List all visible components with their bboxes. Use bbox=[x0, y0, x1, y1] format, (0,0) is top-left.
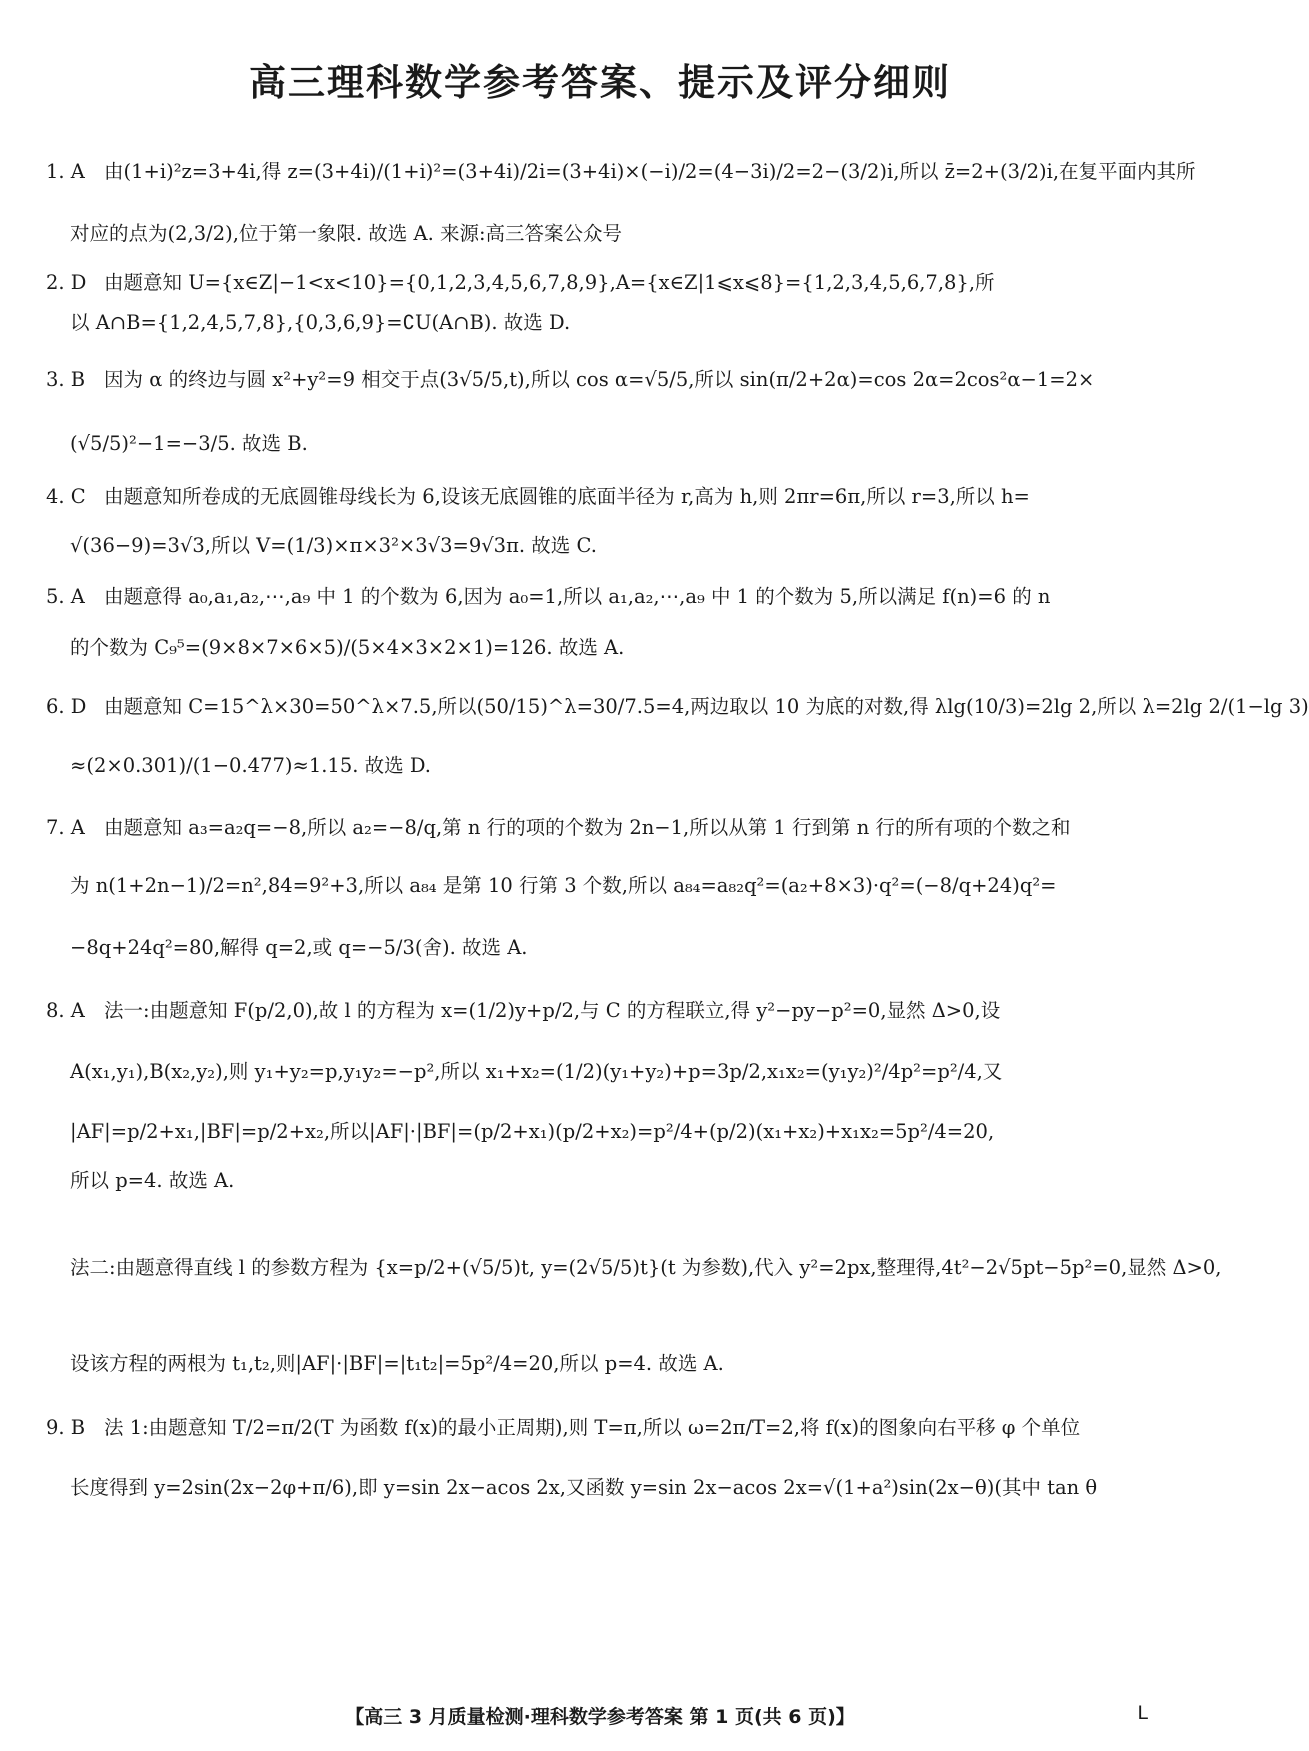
answer-number: 7. A bbox=[46, 816, 85, 839]
answer-number: 5. A bbox=[46, 585, 85, 608]
answer-4-line-1 bbox=[46, 483, 1156, 511]
answer-number: 8. A bbox=[46, 999, 85, 1022]
answer-5-line-2: 的个数为 C₉⁵=(9×8×7×6×5)/(5×4×3×2×1)=126. 故选 A. bbox=[70, 636, 625, 659]
answer-text: 法一:由题意知 F(p/2,0),故 l 的方程为 x=(1/2)y+p/2,与 C 的方程联立,得 y²−py−p²=0,显然 Δ>0,设 bbox=[104, 999, 1001, 1022]
page-footer: 【高三 3 月质量检测·理科数学参考答案 第 1 页(共 6 页)】 bbox=[345, 1706, 855, 1728]
answer-text: 由题意知 C=15^λ×30=50^λ×7.5,所以(50/15)^λ=30/7.5=4,两边取以 10 为底的对数,得 λlg(10/3)=2lg 2,所以 λ=2lg 2/(1−lg 3) bbox=[104, 695, 1309, 718]
answer-7-line-3: −8q+24q²=80,解得 q=2,或 q=−5/3(舍). 故选 A. bbox=[70, 936, 528, 959]
answer-7-line-2: 为 n(1+2n−1)/2=n²,84=9²+3,所以 a₈₄ 是第 10 行第 3 个数,所以 a₈₄=a₈₂q²=(a₂+8×3)·q²=(−8/q+24)q²= bbox=[70, 874, 1057, 897]
answer-text: 由题意知所卷成的无底圆锥母线长为 6,设该无底圆锥的底面半径为 r,高为 h,则 2πr=6π,所以 r=3,所以 h= bbox=[104, 485, 1030, 508]
answer-8-line-6: 设该方程的两根为 t₁,t₂,则|AF|·|BF|=|t₁t₂|=5p²/4=20,所以 p=4. 故选 A. bbox=[70, 1352, 724, 1375]
answer-number: 3. B bbox=[46, 368, 86, 391]
answer-9-line-2: 长度得到 y=2sin(2x−2φ+π/6),即 y=sin 2x−acos 2x,又函数 y=sin 2x−acos 2x=√(1+a²)sin(2x−θ)(其中 tan θ bbox=[70, 1476, 1098, 1499]
answer-text: 由题意知 a₃=a₂q=−8,所以 a₂=−8/q,第 n 行的项的个数为 2n−1,所以从第 1 行到第 n 行的所有项的个数之和 bbox=[104, 816, 1071, 839]
answer-6-line-2: ≈(2×0.301)/(1−0.477)≈1.15. 故选 D. bbox=[70, 754, 431, 777]
answer-2-line-2: 以 A∩B={1,2,4,5,7,8},{0,3,6,9}=∁U(A∩B). 故选 D. bbox=[70, 311, 571, 334]
answer-7-line-1 bbox=[46, 814, 1156, 842]
answer-text: 因为 α 的终边与圆 x²+y²=9 相交于点(3√5/5,t),所以 cos α=√5/5,所以 sin(π/2+2α)=cos 2α=2cos²α−1=2× bbox=[104, 368, 1095, 391]
answer-text: 由(1+i)²z=3+4i,得 z=(3+4i)/(1+i)²=(3+4i)/2i=(3+4i)×(−i)/2=(4−3i)/2=2−(3/2)i,所以 z̄=2+(3/2)i,在复平面内其所 bbox=[104, 160, 1196, 183]
answer-6-line-1 bbox=[46, 693, 1309, 721]
answer-text: 由题意得 a₀,a₁,a₂,⋯,a₉ 中 1 的个数为 6,因为 a₀=1,所以 a₁,a₂,⋯,a₉ 中 1 的个数为 5,所以满足 f(n)=6 的 n bbox=[104, 585, 1051, 608]
answer-8-line-1 bbox=[46, 997, 1156, 1025]
answer-9-line-1 bbox=[46, 1414, 1156, 1442]
answer-2-line-1 bbox=[46, 269, 1156, 297]
answer-text: 法 1:由题意知 T/2=π/2(T 为函数 f(x)的最小正周期),则 T=π,所以 ω=2π/T=2,将 f(x)的图象向右平移 φ 个单位 bbox=[104, 1416, 1081, 1439]
answer-number: 1. A bbox=[46, 160, 85, 183]
answer-1-line-1 bbox=[46, 158, 1196, 186]
answer-8-line-3: |AF|=p/2+x₁,|BF|=p/2+x₂,所以|AF|·|BF|=(p/2+x₁)(p/2+x₂)=p²/4+(p/2)(x₁+x₂)+x₁x₂=5p²/4=20, bbox=[70, 1120, 995, 1143]
answer-number: 4. C bbox=[46, 485, 86, 508]
answer-5-line-1 bbox=[46, 583, 1156, 611]
answer-3-line-1 bbox=[46, 366, 1156, 394]
answer-number: 9. B bbox=[46, 1416, 86, 1439]
answer-4-line-2: √(36−9)=3√3,所以 V=(1/3)×π×3²×3√3=9√3π. 故选 C. bbox=[70, 534, 597, 557]
answer-text: 由题意知 U={x∈Z|−1<x<10}={0,1,2,3,4,5,6,7,8,9},A={x∈Z|1⩽x⩽8}={1,2,3,4,5,6,7,8},所 bbox=[104, 271, 995, 294]
answer-1-line-2: 对应的点为(2,3/2),位于第一象限. 故选 A. 来源:高三答案公众号 bbox=[70, 222, 623, 245]
answer-8-line-5: 法二:由题意得直线 l 的参数方程为 {x=p/2+(√5/5)t, y=(2√5/5)t}(t 为参数),代入 y²=2px,整理得,4t²−2√5pt−5p²=0,显然 Δ>0, bbox=[70, 1256, 1222, 1279]
page-title: 高三理科数学参考答案、提示及评分细则 bbox=[249, 61, 951, 104]
answer-number: 6. D bbox=[46, 695, 87, 718]
answer-3-line-2: (√5/5)²−1=−3/5. 故选 B. bbox=[70, 432, 308, 455]
footer-mark: L bbox=[1137, 1702, 1148, 1724]
answer-number: 2. D bbox=[46, 271, 87, 294]
answer-8-line-4: 所以 p=4. 故选 A. bbox=[70, 1169, 235, 1192]
answer-8-line-2: A(x₁,y₁),B(x₂,y₂),则 y₁+y₂=p,y₁y₂=−p²,所以 x₁+x₂=(1/2)(y₁+y₂)+p=3p/2,x₁x₂=(y₁y₂)²/4p²=p²/4,又 bbox=[70, 1060, 1003, 1083]
